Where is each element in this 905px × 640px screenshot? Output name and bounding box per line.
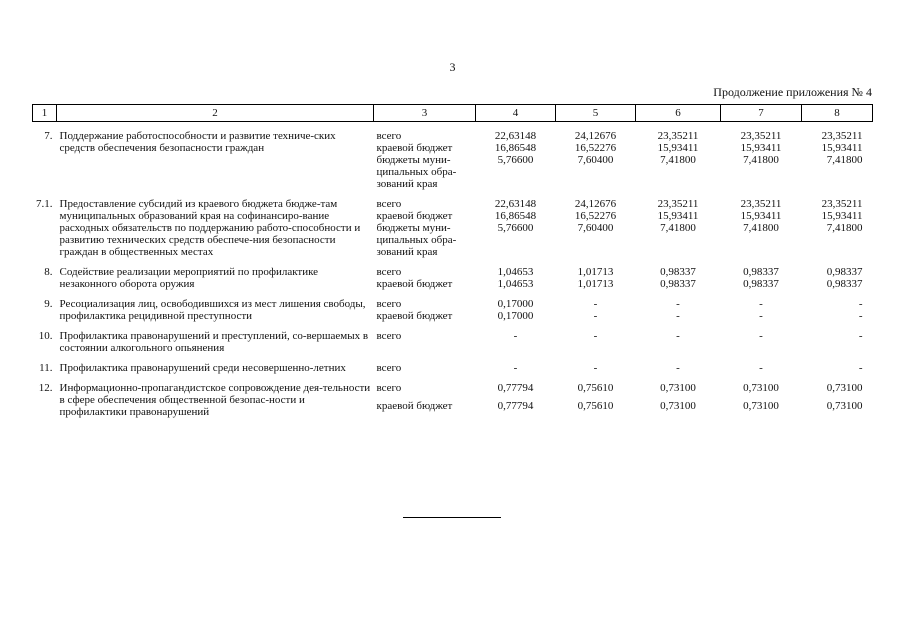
funding-source: всего bbox=[376, 198, 402, 210]
row-number: 12. bbox=[38, 382, 53, 394]
value-cell: - bbox=[858, 330, 863, 342]
value-cell: 7,60400 bbox=[577, 154, 614, 166]
funding-source: бюджеты муни-ципальных обра-зований края bbox=[376, 154, 457, 190]
value-cell: - bbox=[676, 330, 680, 342]
value-cell: 7,41800 bbox=[743, 154, 779, 166]
value-cell: 5,76600 bbox=[497, 154, 534, 166]
value-cell: 16,52276 bbox=[574, 210, 617, 222]
table-body bbox=[33, 122, 873, 419]
value-cell: 15,93411 bbox=[657, 142, 699, 154]
value-cell: 0,73100 bbox=[826, 400, 863, 412]
value-cell: - bbox=[593, 310, 598, 322]
value-cell: 23,35211 bbox=[740, 130, 782, 142]
row-spacer bbox=[33, 322, 873, 330]
header-cell: 1 bbox=[33, 105, 57, 122]
value-cell: 0,75610 bbox=[577, 400, 614, 412]
row-number: 9. bbox=[44, 298, 53, 310]
table-row bbox=[33, 130, 873, 142]
value-cell: 0,73100 bbox=[826, 382, 863, 394]
table-row bbox=[33, 266, 873, 278]
value-cell: - bbox=[759, 330, 763, 342]
table-row bbox=[33, 330, 873, 354]
table-row bbox=[33, 362, 873, 374]
row-spacer bbox=[33, 258, 873, 266]
table-row bbox=[33, 198, 873, 210]
value-cell: 24,12676 bbox=[574, 130, 617, 142]
row-spacer bbox=[33, 122, 873, 131]
value-cell: 1,01713 bbox=[577, 266, 614, 278]
row-name: Поддержание работоспособности и развитие техниче-ских средств обеспечения безопасности граждан bbox=[59, 130, 336, 154]
value-cell: - bbox=[858, 310, 863, 322]
value-cell: - bbox=[759, 310, 763, 322]
row-name: Информационно-пропагандистское сопровождение дея-тельности в сфере обеспечения общественной безопас-ности и профилактики правонарушений bbox=[59, 382, 371, 418]
value-cell: 0,73100 bbox=[743, 382, 779, 394]
value-cell: 0,73100 bbox=[743, 400, 779, 412]
value-cell: - bbox=[513, 362, 518, 374]
funding-source: краевой бюджет bbox=[376, 210, 453, 222]
row-name: Профилактика правонарушений и преступлений, со-вершаемых в состоянии алкогольного опьянения bbox=[59, 330, 369, 354]
value-cell: 23,35211 bbox=[821, 198, 863, 210]
value-cell: 0,17000 bbox=[497, 298, 534, 310]
value-cell: 1,04653 bbox=[497, 266, 534, 278]
value-cell: 7,41800 bbox=[660, 222, 696, 234]
value-cell: 23,35211 bbox=[657, 130, 699, 142]
row-number: 11. bbox=[39, 362, 53, 374]
page-number: 3 bbox=[449, 60, 456, 74]
value-cell: - bbox=[513, 330, 518, 342]
value-cell: 0,17000 bbox=[497, 310, 534, 322]
header-cell: 8 bbox=[802, 105, 873, 122]
value-cell: 7,41800 bbox=[660, 154, 696, 166]
funding-source: всего bbox=[376, 362, 402, 374]
row-spacer bbox=[33, 290, 873, 298]
value-cell: 22,63148 bbox=[494, 198, 537, 210]
row-number: 7.1. bbox=[36, 198, 53, 210]
row-number: 8. bbox=[44, 266, 53, 278]
value-cell: 0,98337 bbox=[743, 278, 779, 290]
value-cell: - bbox=[858, 362, 863, 374]
row-spacer bbox=[33, 374, 873, 382]
value-cell: 0,73100 bbox=[660, 400, 696, 412]
funding-source: краевой бюджет bbox=[376, 310, 453, 322]
value-cell: 0,98337 bbox=[743, 266, 779, 278]
header-cell: 2 bbox=[57, 105, 374, 122]
continuation-label: Продолжение приложения № 4 bbox=[713, 85, 872, 99]
value-cell: - bbox=[676, 310, 680, 322]
header-cell: 3 bbox=[374, 105, 476, 122]
header-cell: 5 bbox=[556, 105, 636, 122]
funding-source: всего bbox=[376, 298, 402, 310]
value-cell: 15,93411 bbox=[657, 210, 699, 222]
row-spacer bbox=[33, 190, 873, 198]
value-cell: 23,35211 bbox=[821, 130, 863, 142]
value-cell: 7,60400 bbox=[577, 222, 614, 234]
funding-source: краевой бюджет bbox=[376, 278, 453, 290]
value-cell: 16,86548 bbox=[494, 142, 537, 154]
value-cell: 22,63148 bbox=[494, 130, 537, 142]
value-cell: - bbox=[759, 298, 763, 310]
value-cell: 23,35211 bbox=[740, 198, 782, 210]
value-cell: - bbox=[759, 362, 763, 374]
funding-source: всего bbox=[376, 330, 402, 342]
value-cell: 15,93411 bbox=[821, 210, 863, 222]
value-cell: 0,75610 bbox=[577, 382, 614, 394]
funding-source: всего bbox=[376, 382, 402, 394]
bottom-rule bbox=[403, 517, 501, 518]
value-cell: 0,98337 bbox=[660, 266, 696, 278]
value-cell: - bbox=[593, 330, 598, 342]
value-cell: 16,86548 bbox=[494, 210, 537, 222]
value-cell: 7,41800 bbox=[826, 154, 863, 166]
value-cell: - bbox=[676, 298, 680, 310]
header-cell: 4 bbox=[476, 105, 556, 122]
row-spacer bbox=[33, 354, 873, 362]
value-cell: 0,98337 bbox=[826, 266, 863, 278]
row-name: Содействие реализации мероприятий по профилактике незаконного оборота оружия bbox=[59, 266, 319, 290]
value-cell: 24,12676 bbox=[574, 198, 617, 210]
value-cell: - bbox=[593, 362, 598, 374]
spacer-cell bbox=[33, 374, 873, 382]
header-cell: 6 bbox=[636, 105, 721, 122]
spacer-cell bbox=[33, 122, 873, 131]
value-cell: 1,01713 bbox=[577, 278, 614, 290]
spacer-cell bbox=[33, 354, 873, 362]
value-cell: 16,52276 bbox=[574, 142, 617, 154]
funding-source: всего bbox=[376, 266, 402, 278]
table-row bbox=[33, 298, 873, 310]
funding-source: бюджеты муни-ципальных обра-зований края bbox=[376, 222, 457, 258]
funding-source: всего bbox=[376, 130, 402, 142]
row-number: 10. bbox=[38, 330, 53, 342]
value-cell: 0,98337 bbox=[660, 278, 696, 290]
row-number: 7. bbox=[44, 130, 53, 142]
table-row bbox=[33, 382, 873, 400]
value-cell: - bbox=[593, 298, 598, 310]
value-cell: 0,77794 bbox=[497, 382, 534, 394]
spacer-cell bbox=[33, 190, 873, 198]
value-cell: - bbox=[676, 362, 680, 374]
value-cell: 15,93411 bbox=[740, 142, 782, 154]
value-cell: 5,76600 bbox=[497, 222, 534, 234]
budget-table bbox=[32, 104, 873, 418]
value-cell: 7,41800 bbox=[826, 222, 863, 234]
row-name: Профилактика правонарушений среди несовершенно-летних bbox=[59, 362, 346, 374]
spacer-cell bbox=[33, 322, 873, 330]
value-cell: 0,77794 bbox=[497, 400, 534, 412]
value-cell: 23,35211 bbox=[657, 198, 699, 210]
value-cell: 0,73100 bbox=[660, 382, 696, 394]
row-name: Ресоциализация лиц, освободившихся из мест лишения свободы, профилактика рецидивной преступности bbox=[59, 298, 366, 322]
spacer-cell bbox=[33, 290, 873, 298]
value-cell: 15,93411 bbox=[740, 210, 782, 222]
funding-source: краевой бюджет bbox=[376, 400, 453, 412]
value-cell: 0,98337 bbox=[826, 278, 863, 290]
value-cell: 1,04653 bbox=[497, 278, 534, 290]
header-cell: 7 bbox=[721, 105, 802, 122]
row-name: Предоставление субсидий из краевого бюджета бюдже-там муниципальных образований края на софинансиро-вание расходных обязательств по поддержанию работо-способности и развитию технических средств обеспече-ния безопасности граждан в общественных местах bbox=[59, 198, 361, 258]
spacer-cell bbox=[33, 258, 873, 266]
header-row bbox=[33, 105, 873, 122]
value-cell: 15,93411 bbox=[821, 142, 863, 154]
value-cell: - bbox=[858, 298, 863, 310]
funding-source: краевой бюджет bbox=[376, 142, 453, 154]
value-cell: 7,41800 bbox=[743, 222, 779, 234]
